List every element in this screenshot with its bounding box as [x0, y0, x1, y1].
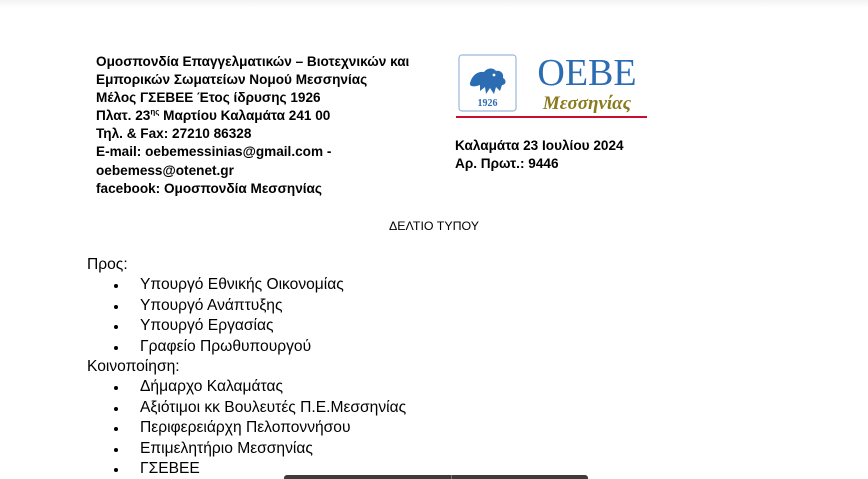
address-part1: Πλατ. 23 — [96, 108, 151, 124]
cc-label: Κοινοποίηση: — [87, 358, 180, 376]
cc-list — [87, 377, 406, 479]
logo-divider — [456, 116, 647, 118]
list-item: ΓΣΕΒΕΕ — [87, 459, 406, 479]
list-item: Επιμελητήριο Μεσσηνίας — [87, 439, 406, 459]
list-item: Υπουργό Εθνικής Οικονομίας — [87, 275, 406, 295]
logo-region: Μεσσηνίας — [542, 93, 632, 114]
sender-email2: oebemess@otenet.gr — [96, 162, 234, 178]
list-item: Αξιότιμοι κκ Βουλευτές Π.Ε.Μεσσηνίας — [87, 398, 406, 418]
list-item: Υπουργό Ανάπτυξης — [87, 296, 406, 316]
recipients-section — [87, 255, 406, 479]
press-release-title: ΔΕΛΤΙΟ ΤΥΠΟΥ — [389, 219, 480, 233]
logo-title: ΟΕΒΕ — [537, 53, 637, 94]
address-superscript: ης — [150, 107, 160, 117]
to-label: Προς: — [87, 256, 128, 273]
logo-year: 1926 — [477, 98, 498, 109]
sender-member-line: Μέλος ΓΣΕΒΕΕ Έτος ίδρυσης 1926 — [96, 90, 321, 106]
sender-phone: Τηλ. & Fax: 27210 86328 — [96, 126, 252, 142]
top-edge — [0, 0, 868, 8]
sender-email: E-mail: oebemessinias@gmail.com - — [96, 144, 332, 160]
sender-info — [96, 53, 426, 198]
list-item: Δήμαρχο Καλαμάτας — [87, 377, 406, 397]
to-list — [87, 275, 406, 357]
page-toolbar-divider — [451, 475, 452, 479]
sender-name-line1: Ομοσπονδία Επαγγελματικών – Βιοτεχνικών και — [96, 54, 410, 69]
list-item: Υπουργό Εργασίας — [87, 316, 406, 336]
sender-address — [96, 107, 426, 125]
list-item: Περιφερειάρχη Πελοποννήσου — [87, 418, 406, 438]
list-item: Γραφείο Πρωθυπουργού — [87, 337, 406, 357]
address-part2: Μαρτίου Καλαμάτα 241 00 — [159, 108, 331, 124]
oebe-logo — [456, 53, 648, 119]
sender-name-line2: Εμπορικών Σωματείων Νομού Μεσσηνίας — [96, 72, 368, 88]
document-meta — [455, 137, 624, 173]
document-date: Καλαμάτα 23 Ιουλίου 2024 — [455, 138, 624, 153]
sender-facebook: facebook: Ομοσπονδία Μεσσηνίας — [96, 180, 322, 196]
logo-emblem — [459, 55, 516, 111]
page-toolbar-tab[interactable] — [284, 475, 588, 479]
protocol-number: Αρ. Πρωτ.: 9446 — [455, 156, 559, 171]
